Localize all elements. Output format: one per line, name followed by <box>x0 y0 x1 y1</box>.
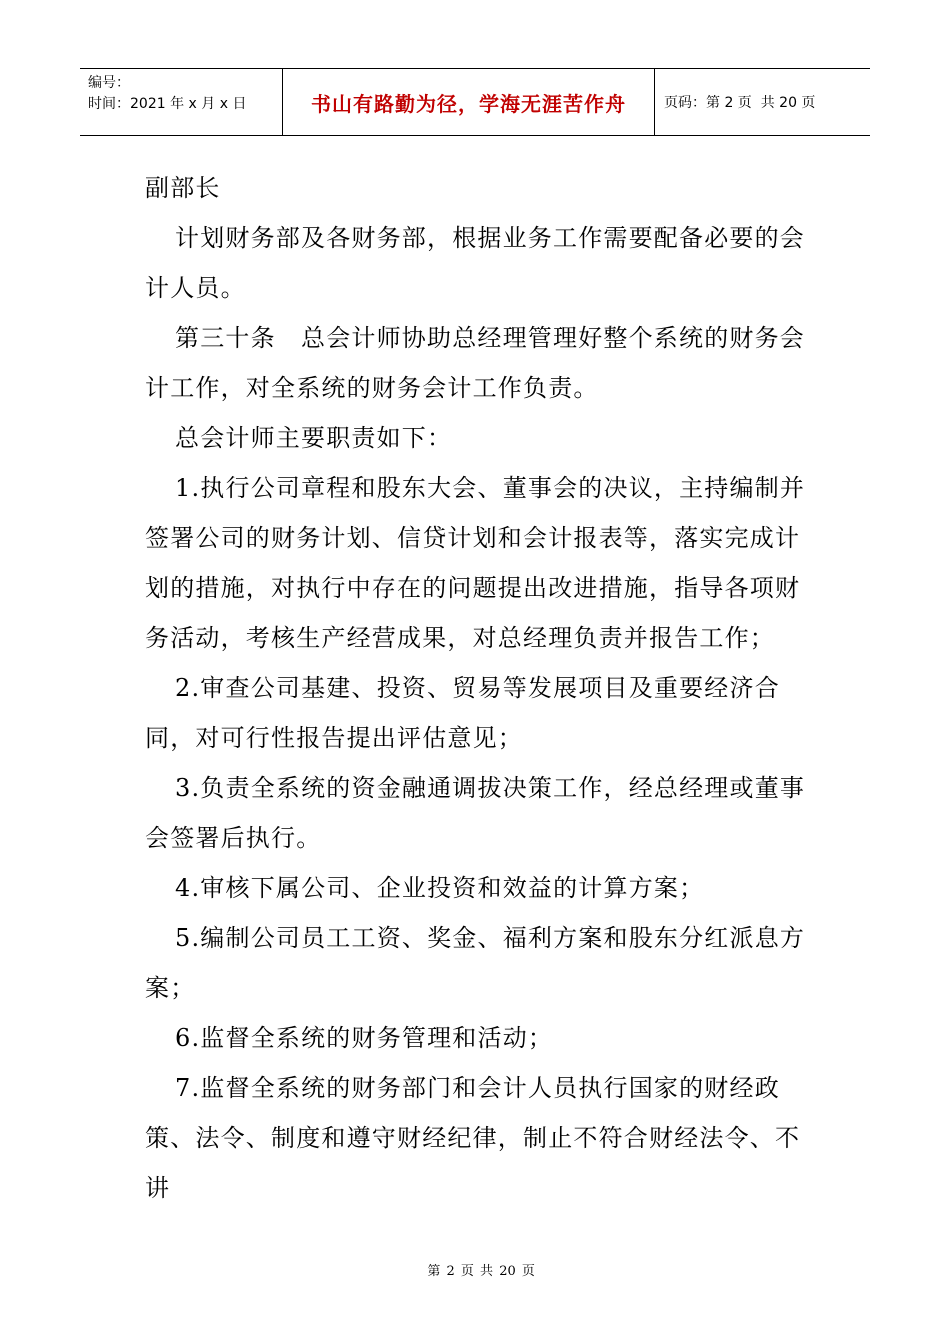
date-label: 时间：2021 年 x 月 x 日 <box>88 96 247 112</box>
document-body <box>145 163 815 1213</box>
list-item-5: 5.编制公司员工工资、奖金、福利方案和股东分红派息方案； <box>145 924 806 1002</box>
header-meta <box>80 69 283 135</box>
paragraph-title: 副部长 <box>145 174 221 202</box>
list-item-4: 4.审核下属公司、企业投资和效益的计算方案； <box>175 874 705 902</box>
page-info-text: 页码：第 2 页 共 20 页 <box>664 95 816 111</box>
paragraph-article-30: 第三十条 总会计师协助总经理管理好整个系统的财务会计工作，对全系统的财务会计工作负责。 <box>145 324 805 402</box>
paragraph: 计划财务部及各财务部，根据业务工作需要配备必要的会计人员。 <box>145 224 805 302</box>
page-header <box>80 68 870 136</box>
footer-page-number: 第 2 页 共 20 页 <box>427 1264 535 1279</box>
serial-number-label: 编号： <box>88 75 130 91</box>
list-item-6: 6.监督全系统的财务管理和活动； <box>175 1024 554 1052</box>
page-footer <box>0 1245 950 1279</box>
header-motto <box>283 69 655 135</box>
list-item-7: 7.监督全系统的财务部门和会计人员执行国家的财经政策、法令、制度和遵守财经纪律，制止不符合财经法令、不讲 <box>145 1074 801 1202</box>
motto-text: 书山有路勤为径，学海无涯苦作舟 <box>311 91 626 116</box>
list-item-3: 3.负责全系统的资金融通调拔决策工作，经总经理或董事会签署后执行。 <box>145 774 806 852</box>
header-page-info <box>655 69 870 135</box>
paragraph: 总会计师主要职责如下： <box>175 424 453 452</box>
list-item-1: 1.执行公司章程和股东大会、董事会的决议，主持编制并签署公司的财务计划、信贷计划和会计报表等，落实完成计划的措施，对执行中存在的问题提出改进措施，指导各项财务活动，考核生产经营成果，对总经理负责并报告工作； <box>145 474 806 652</box>
list-item-2: 2.审查公司基建、投资、贸易等发展项目及重要经济合同，对可行性报告提出评估意见； <box>145 674 780 752</box>
